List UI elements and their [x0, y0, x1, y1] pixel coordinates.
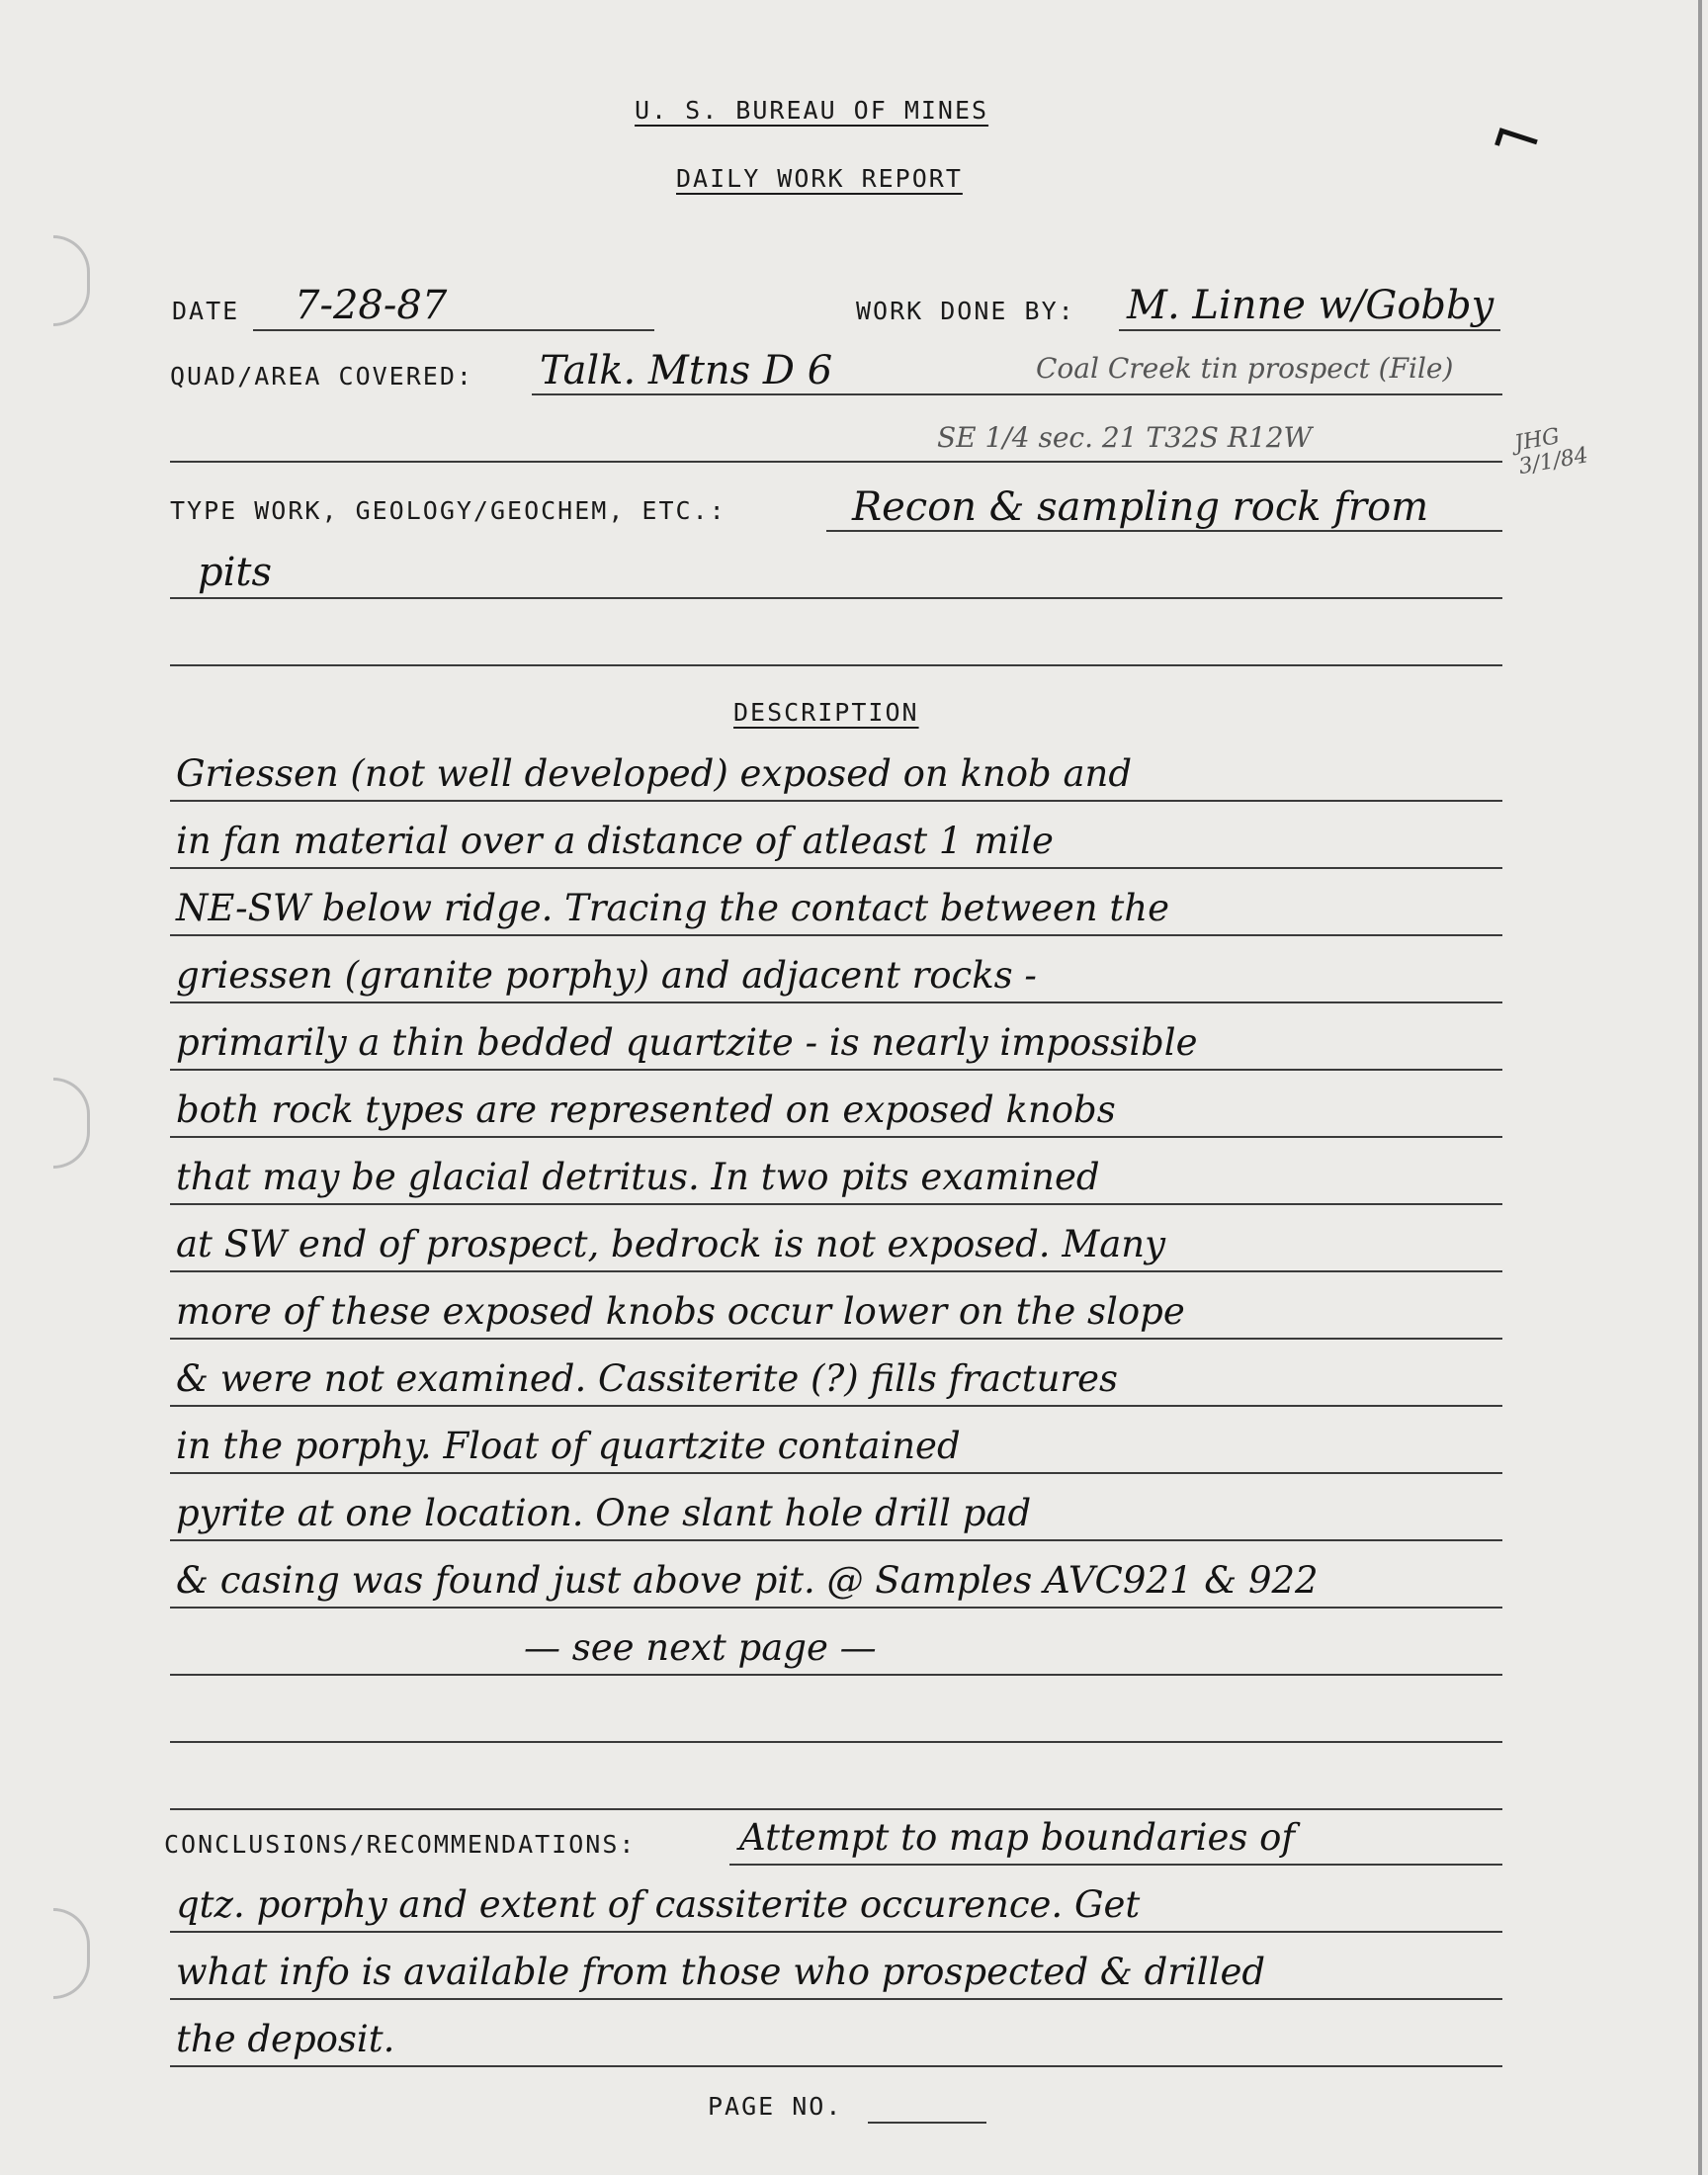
quad-label: QUAD/AREA COVERED: — [170, 362, 473, 391]
type-work-label: TYPE WORK, GEOLOGY/GEOCHEM, ETC.: — [170, 496, 726, 525]
binder-hole-bottom — [53, 1908, 90, 1999]
description-rule — [170, 1539, 1502, 1541]
type-work-line-1 — [826, 530, 1502, 532]
description-line: Griessen (not well developed) exposed on knob and — [176, 752, 1133, 795]
conclusions-line: qtz. porphy and extent of cassiterite occurence. Get — [176, 1883, 1141, 1926]
work-done-by-label: WORK DONE BY: — [856, 297, 1075, 325]
description-line: & casing was found just above pit. @ Samples AVC921 & 922 — [176, 1559, 1319, 1602]
type-work-line-1-text: Recon & sampling rock from — [852, 484, 1429, 530]
conclusions-rule — [729, 1864, 1502, 1866]
binder-hole-top — [53, 235, 90, 326]
location-note: SE 1/4 sec. 21 T32S R12W — [937, 421, 1313, 454]
description-rule — [170, 1472, 1502, 1474]
quad-line-2 — [170, 461, 1502, 463]
description-line: more of these exposed knobs occur lower on the slope — [176, 1290, 1185, 1333]
work-done-by-value: M. Linne w/Gobby — [1127, 283, 1494, 328]
form-title: DAILY WORK REPORT — [676, 164, 963, 193]
work-done-by-line — [1119, 329, 1500, 331]
description-rule — [170, 800, 1502, 802]
description-line: primarily a thin bedded quartzite - is nearly impossible — [176, 1021, 1198, 1064]
description-rule — [170, 1338, 1502, 1340]
conclusions-rule — [170, 2065, 1502, 2067]
conclusions-line: the deposit. — [176, 2018, 395, 2060]
conclusions-rule — [170, 1998, 1502, 2000]
conclusions-label: CONCLUSIONS/RECOMMENDATIONS: — [164, 1830, 637, 1859]
page-edge — [1698, 0, 1702, 2175]
type-work-line-3 — [170, 664, 1502, 666]
date-label: DATE — [172, 297, 240, 325]
description-rule — [170, 1741, 1502, 1743]
description-rule — [170, 867, 1502, 869]
agency-heading: U. S. BUREAU OF MINES — [635, 96, 989, 125]
conclusions-rule — [170, 1931, 1502, 1933]
description-line: both rock types are represented on exposed knobs — [176, 1088, 1116, 1131]
date-value: 7-28-87 — [295, 283, 448, 328]
description-line: & were not examined. Cassiterite (?) fills fractures — [176, 1357, 1119, 1400]
description-rule — [170, 1069, 1502, 1071]
description-rule — [170, 1270, 1502, 1272]
description-line: in the porphy. Float of quartzite contained — [176, 1425, 961, 1467]
description-line: that may be glacial detritus. In two pits examined — [176, 1156, 1100, 1198]
page-no-line — [868, 2122, 986, 2124]
quad-note: Coal Creek tin prospect (File) — [1036, 352, 1454, 385]
description-line: — see next page — — [524, 1626, 877, 1669]
description-rule — [170, 1001, 1502, 1003]
description-line: griessen (granite porphy) and adjacent rocks - — [176, 954, 1037, 997]
description-line: at SW end of prospect, bedrock is not exposed. Many — [176, 1223, 1166, 1265]
description-rule — [170, 1808, 1502, 1810]
description-line: pyrite at one location. One slant hole drill pad — [176, 1492, 1032, 1534]
description-rule — [170, 1136, 1502, 1138]
binder-hole-middle — [53, 1078, 90, 1169]
conclusions-line: Attempt to map boundaries of — [739, 1816, 1296, 1859]
page-no-label: PAGE NO. — [708, 2092, 843, 2121]
description-line: in fan material over a distance of atleast 1 mile — [176, 820, 1054, 862]
description-rule — [170, 1674, 1502, 1676]
conclusions-line: what info is available from those who prospected & drilled — [176, 1951, 1266, 1993]
description-rule — [170, 934, 1502, 936]
description-heading: DESCRIPTION — [733, 698, 919, 727]
date-line — [253, 329, 654, 331]
type-work-line-2-text: pits — [198, 550, 272, 595]
description-rule — [170, 1607, 1502, 1609]
description-rule — [170, 1405, 1502, 1407]
quad-line — [532, 393, 1502, 395]
quad-value: Talk. Mtns D 6 — [540, 348, 833, 393]
type-work-line-2 — [170, 597, 1502, 599]
description-line: NE-SW below ridge. Tracing the contact between the — [176, 887, 1169, 929]
corner-checkmark: ⌐ — [1480, 96, 1554, 183]
description-rule — [170, 1203, 1502, 1205]
initial-note: JHG 3/1/84 — [1512, 424, 1590, 480]
